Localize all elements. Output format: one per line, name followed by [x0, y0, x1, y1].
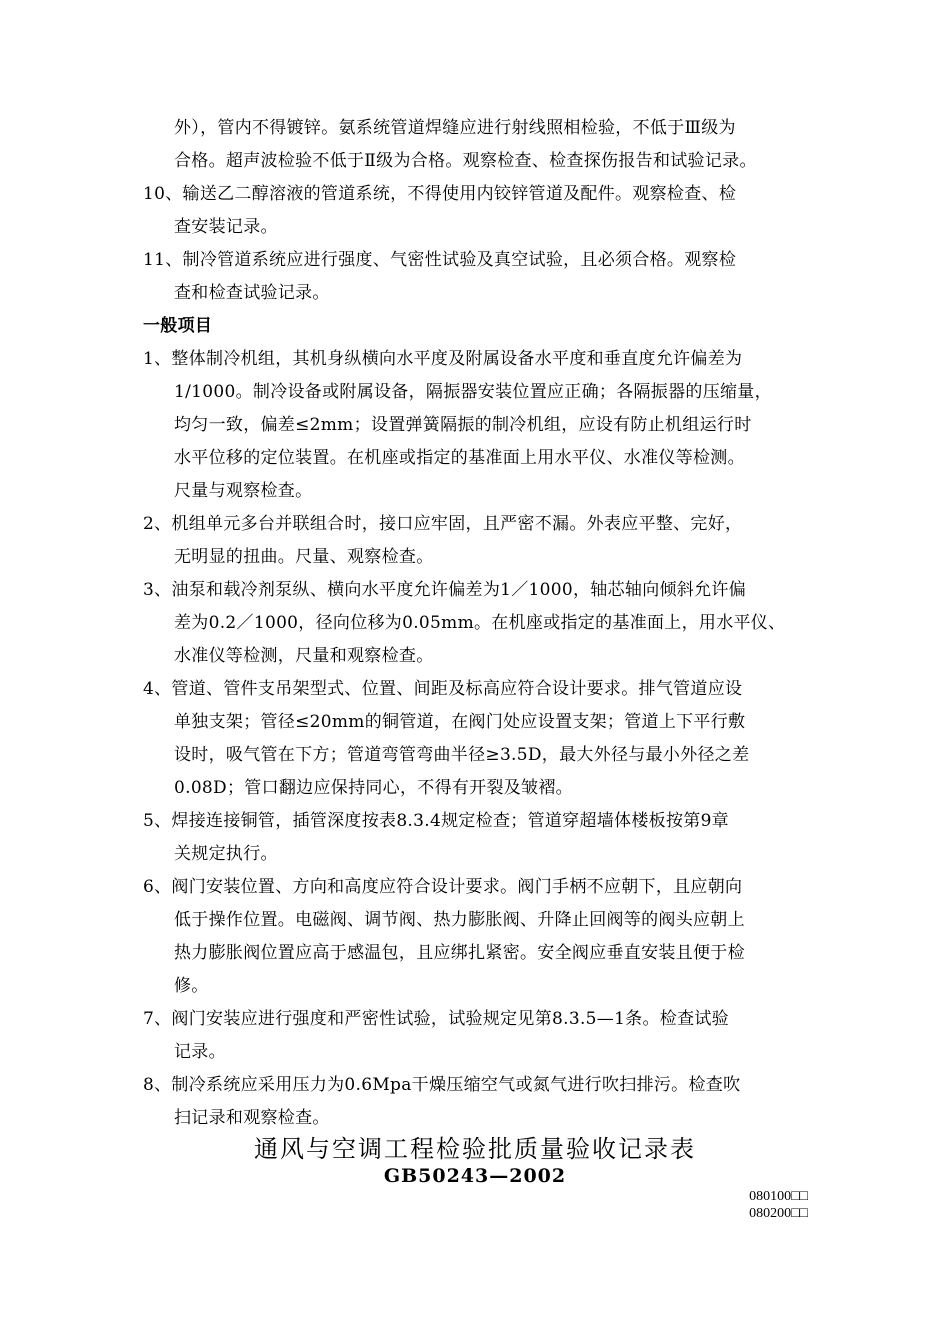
main-item-10: [143, 178, 815, 244]
text-line: 均匀一致，偏差≤2mm；设置弹簧隔振的制冷机组，应设有防止机组运行时: [174, 415, 752, 435]
text-line: 1/1000。制冷设备或附属设备，隔振器安装位置应正确；各隔振器的压缩量，: [174, 382, 772, 402]
form-title-block: [0, 1134, 950, 1188]
text-line: 水平位移的定位装置。在机座或指定的基准面上用水平仪、水准仪等检测。: [174, 448, 745, 468]
text-line: 8、制冷系统应采用压力为0.6Mpa干燥压缩空气或氮气进行吹扫排污。检查吹: [143, 1075, 741, 1095]
general-item-5: [143, 805, 815, 871]
form-standard: GB50243—2002: [383, 1165, 567, 1187]
text-line: 外），管内不得镀锌。氨系统管道焊缝应进行射线照相检验，不低于Ⅲ级为: [174, 118, 736, 138]
text-line: 水准仪等检测，尺量和观察检查。: [174, 646, 434, 666]
general-item-1: [143, 343, 815, 508]
text-line: 单独支架；管径≤20mm的铜管道，在阀门处应设置支架；管道上下平行敷: [174, 712, 746, 732]
text-line: 差为0.2／1000，径向位移为0.05mm。在机座或指定的基准面上，用水平仪、: [174, 613, 786, 633]
form-codes: [749, 1188, 808, 1222]
general-item-4: [143, 673, 815, 805]
text-line: 4、管道、管件支吊架型式、位置、间距及标高应符合设计要求。排气管道应设: [143, 679, 743, 699]
text-line: 6、阀门安装位置、方向和高度应符合设计要求。阀门手柄不应朝下，且应朝向: [143, 877, 743, 897]
text-line: 关规定执行。: [174, 844, 278, 864]
document-body: [143, 112, 815, 1135]
text-line: 0.08D；管口翻边应保持同心，不得有开裂及皱褶。: [174, 778, 573, 798]
form-code: 080200□□: [749, 1206, 808, 1221]
text-line: 2、机组单元多台并联组合时，接口应牢固，且严密不漏。外表应平整、完好，: [143, 514, 743, 534]
text-line: 修。: [174, 976, 209, 996]
text-line: 扫记录和观察检查。: [174, 1108, 330, 1128]
text-line: 7、阀门安装应进行强度和严密性试验，试验规定见第8.3.5—1条。检查试验: [143, 1009, 729, 1029]
text-line: 查安装记录。: [174, 217, 278, 237]
text-line: 无明显的扭曲。尺量、观察检查。: [174, 547, 434, 567]
form-title: 通风与空调工程检验批质量验收记录表: [254, 1135, 696, 1163]
general-item-6: [143, 871, 815, 1003]
text-line: 5、焊接连接铜管，插管深度按表8.3.4规定检查；管道穿超墙体楼板按第9章: [143, 811, 729, 831]
main-item-11: [143, 244, 815, 310]
text-line: 低于操作位置。电磁阀、调节阀、热力膨胀阀、升降止回阀等的阀头应朝上: [174, 910, 745, 930]
general-item-7: [143, 1003, 815, 1069]
section-heading: 一般项目: [143, 316, 213, 336]
continuation-text: [143, 112, 815, 178]
text-line: 11、制冷管道系统应进行强度、气密性试验及真空试验，且必须合格。观察检: [143, 250, 737, 270]
text-line: 设时，吸气管在下方；管道弯管弯曲半径≥3.5D，最大外径与最小外径之差: [174, 745, 750, 765]
text-line: 10、输送乙二醇溶液的管道系统，不得使用内铰锌管道及配件。观察检查、检: [143, 184, 737, 204]
general-item-8: [143, 1069, 815, 1135]
general-item-3: [143, 574, 815, 673]
text-line: 合格。超声波检验不低于Ⅱ级为合格。观察检查、检查探伤报告和试验记录。: [174, 151, 757, 171]
form-code: 080100□□: [749, 1189, 808, 1204]
text-line: 尺量与观察检查。: [174, 481, 313, 501]
text-line: 1、整体制冷机组，其机身纵横向水平度及附属设备水平度和垂直度允许偏差为: [143, 349, 743, 369]
text-line: 记录。: [174, 1042, 226, 1062]
general-item-2: [143, 508, 815, 574]
text-line: 3、油泵和载冷剂泵纵、横向水平度允许偏差为1／1000，轴芯轴向倾斜允许偏: [143, 580, 746, 600]
text-line: 查和检查试验记录。: [174, 283, 330, 303]
text-line: 热力膨胀阀位置应高于感温包，且应绑扎紧密。安全阀应垂直安装且便于检: [174, 943, 745, 963]
